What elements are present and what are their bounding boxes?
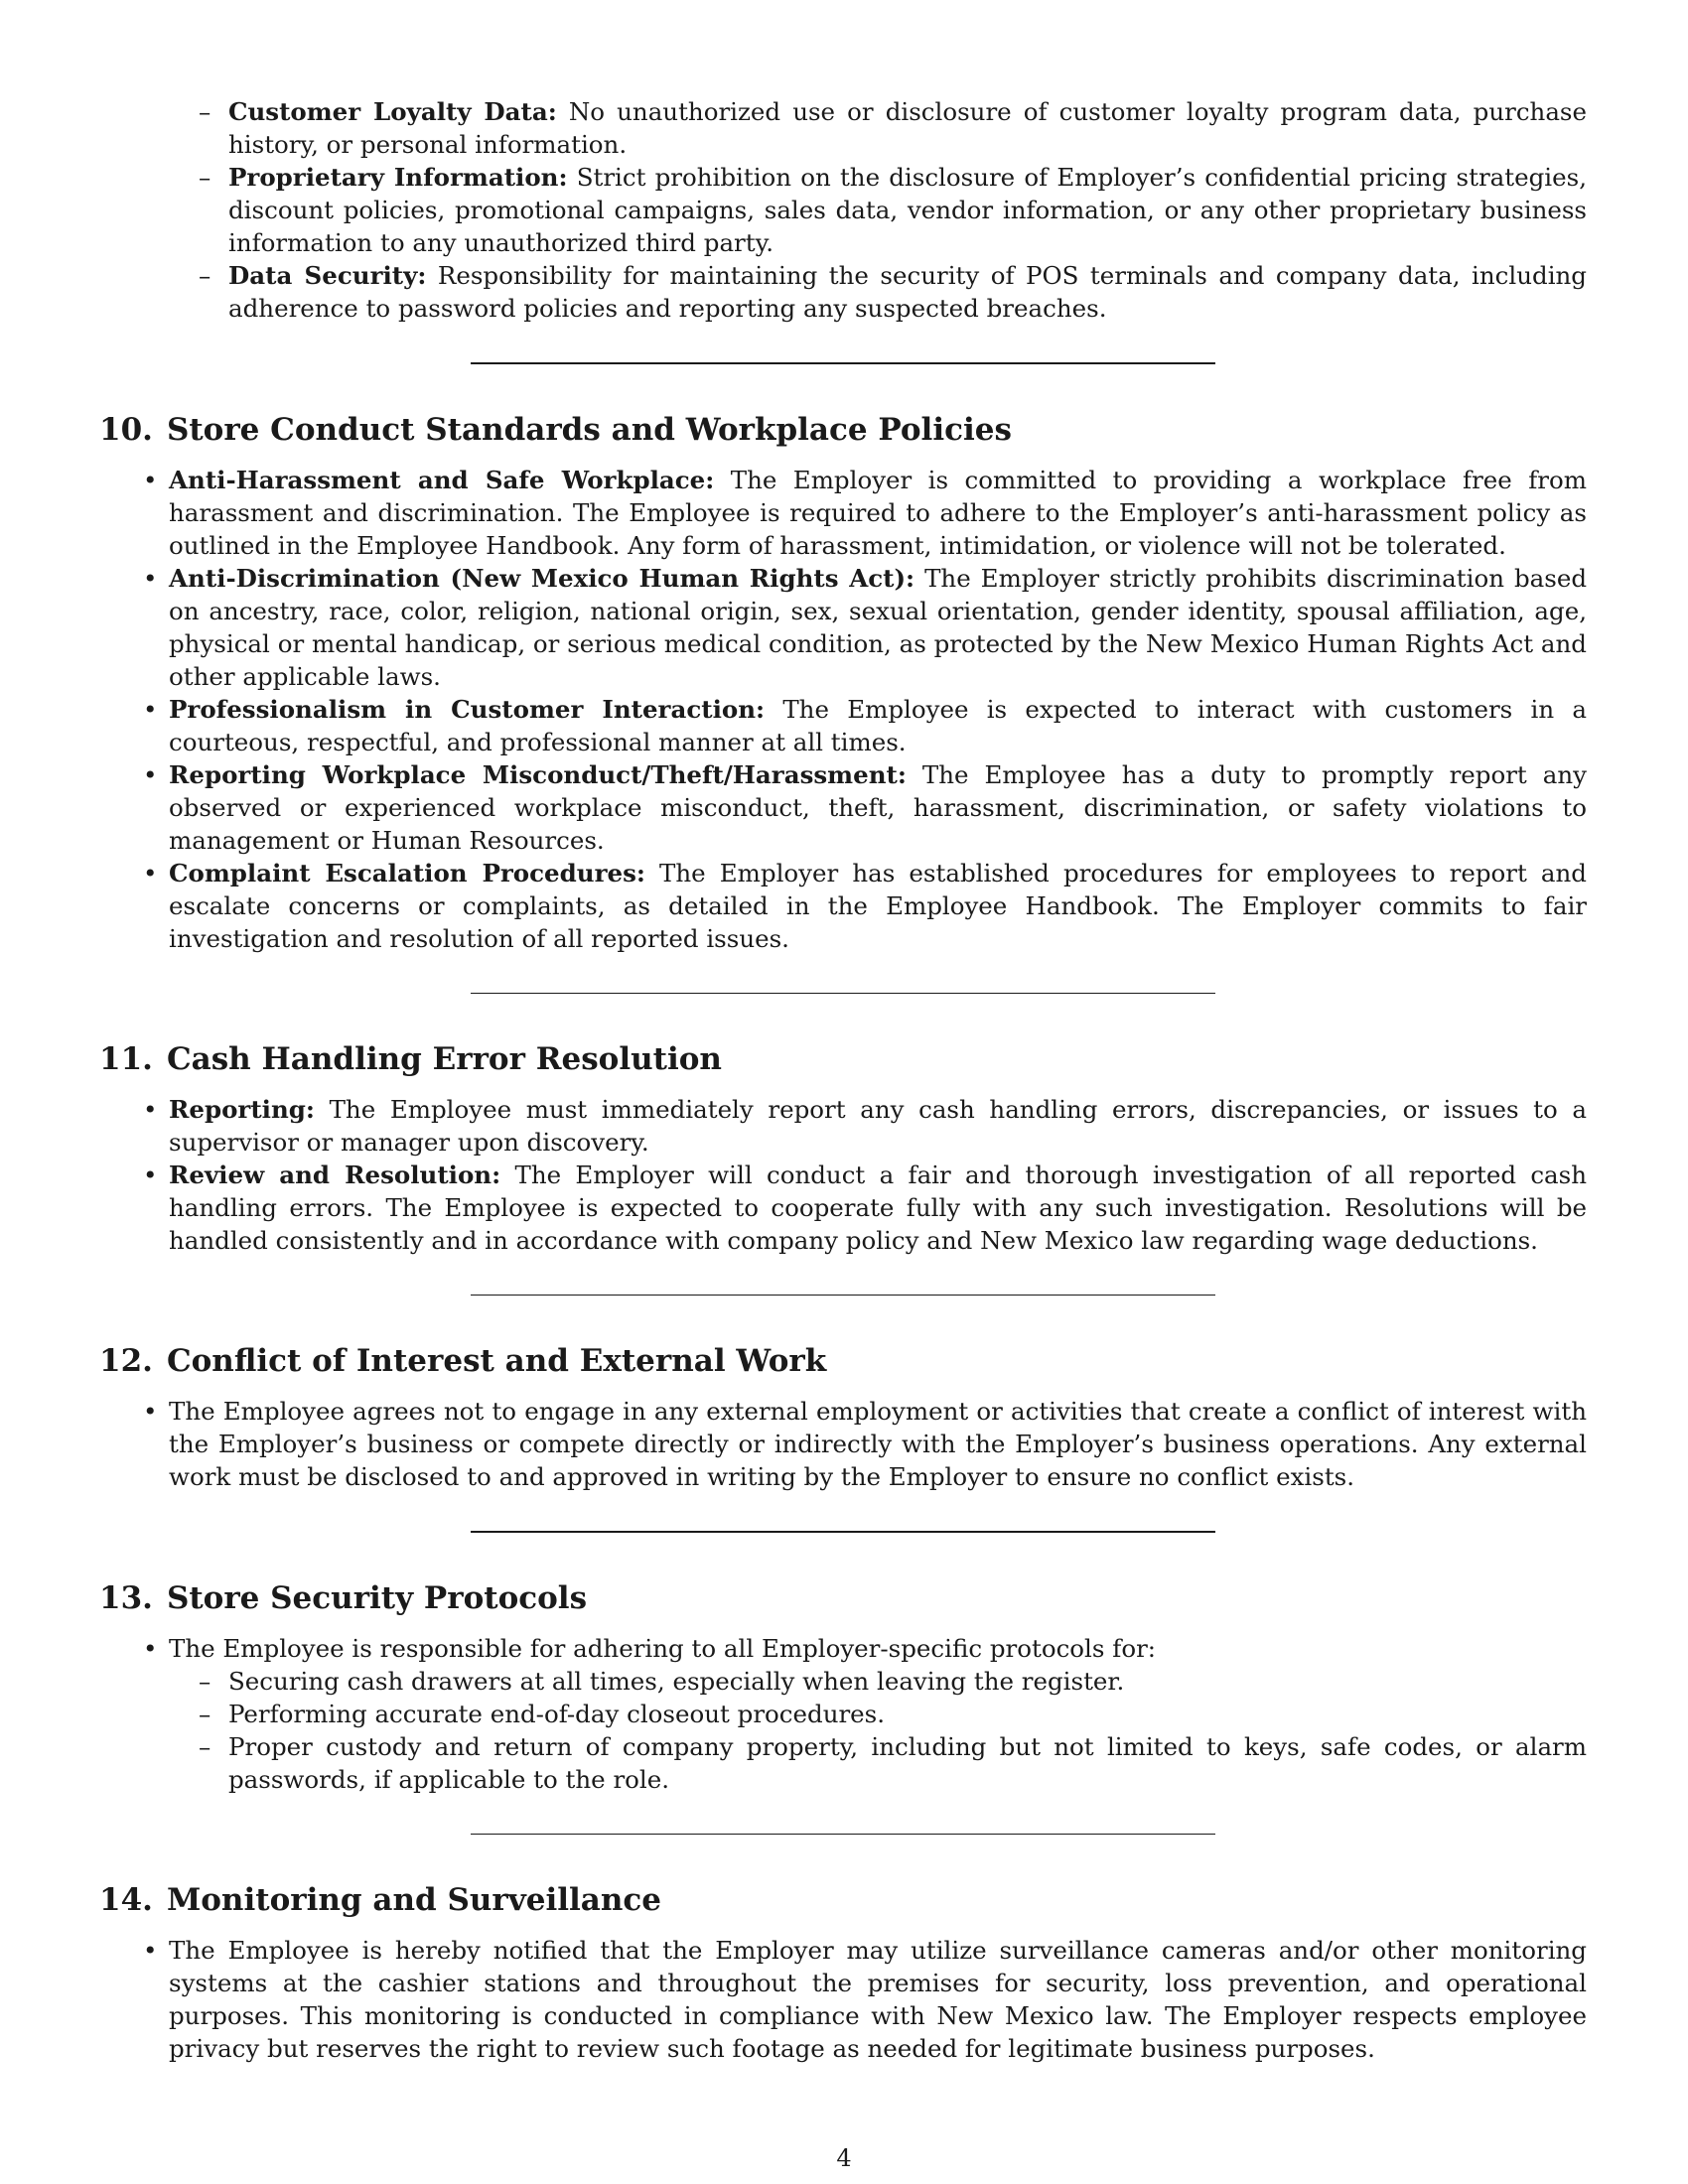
list-item: – Performing accurate end-of-day closeout procedures.: [199, 1698, 1587, 1730]
list-item: • Anti-Discrimination (New Mexico Human Rights Act): The Employer strictly prohibits discrimination based on ancestry, race, color, religion, national origin, sex, sexual orientation, gender identity, spousal affiliation, age, physical or mental handicap, or serious medical condition, as protected by the New Mexico Human Rights Act and other applicable laws.: [139, 562, 1587, 693]
list-item: • The Employee is hereby notified that the Employer may utilize surveillance cameras and/or other monitoring systems at the cashier stations and throughout the premises for security, loss prevention, and operational purposes. This monitoring is conducted in compliance with New Mexico law. The Employer respects employee privacy but reserves the right to review such footage as needed for legitimate business purposes.: [139, 1934, 1587, 2065]
section-divider: [471, 1531, 1215, 1533]
confidentiality-sublist: [199, 95, 1587, 325]
section-heading-14: 14. Monitoring and Surveillance: [99, 1882, 661, 1918]
section-10-list: [139, 464, 1587, 955]
section-heading-12: 12. Conflict of Interest and External Work: [99, 1343, 827, 1379]
list-item: • Professionalism in Customer Interaction: The Employee is expected to interact with customers in a courteous, respectful, and professional manner at all times.: [139, 693, 1587, 758]
section-14-list: [139, 1934, 1587, 2065]
list-item: – Proprietary Information: Strict prohibition on the disclosure of Employer’s confidential pricing strategies, discount policies, promotional campaigns, sales data, vendor information, or any other proprietary business information to any unauthorized third party.: [199, 161, 1587, 259]
section-divider: [471, 1295, 1215, 1296]
section-11-list: [139, 1093, 1587, 1257]
section-heading-11: 11. Cash Handling Error Resolution: [99, 1041, 722, 1077]
list-item: • Reporting: The Employee must immediately report any cash handling errors, discrepancies, or issues to a supervisor or manager upon discovery.: [139, 1093, 1587, 1159]
section-13-list: [139, 1632, 1587, 1796]
section-heading-10: 10. Store Conduct Standards and Workplace Policies: [99, 412, 1012, 448]
security-protocol-sublist: [199, 1665, 1587, 1796]
list-item: • Complaint Escalation Procedures: The Employer has established procedures for employees to report and escalate concerns or complaints, as detailed in the Employee Handbook. The Employer commits to fair investigation and resolution of all reported issues.: [139, 857, 1587, 955]
section-divider: [471, 1834, 1215, 1835]
section-divider: [471, 993, 1215, 994]
list-item: – Proper custody and return of company property, including but not limited to keys, safe codes, or alarm passwords, if applicable to the role.: [199, 1730, 1587, 1796]
list-item: • Review and Resolution: The Employer will conduct a fair and thorough investigation of all reported cash handling errors. The Employee is expected to cooperate fully with any such investigation. Resolutions will be handled consistently and in accordance with company policy and New Mexico law regarding wage deductions.: [139, 1159, 1587, 1257]
list-item: – Data Security: Responsibility for maintaining the security of POS terminals and company data, including adherence to password policies and reporting any suspected breaches.: [199, 259, 1587, 325]
list-item: – Securing cash drawers at all times, especially when leaving the register.: [199, 1665, 1587, 1698]
list-item: • The Employee is responsible for adhering to all Employer-specific protocols for: – Securing cash drawers at all times, especially when leaving the register. – Performing accurate end-of-day closeout procedures. – Proper custody and return of company property, including but not limited to keys, safe codes, or alarm passwords, if applicable to the role.: [139, 1632, 1587, 1796]
section-12-list: [139, 1395, 1587, 1493]
list-item: • Anti-Harassment and Safe Workplace: The Employer is committed to providing a workplace free from harassment and discrimination. The Employee is required to adhere to the Employer’s anti-harassment policy as outlined in the Employee Handbook. Any form of harassment, intimidation, or violence will not be tolerated.: [139, 464, 1587, 562]
list-item: • Reporting Workplace Misconduct/Theft/Harassment: The Employee has a duty to promptly report any observed or experienced workplace misconduct, theft, harassment, discrimination, or safety violations to management or Human Resources.: [139, 758, 1587, 857]
document-page: [99, 95, 1587, 2065]
list-item: – Customer Loyalty Data: No unauthorized use or disclosure of customer loyalty program data, purchase history, or personal information.: [199, 95, 1587, 161]
section-heading-13: 13. Store Security Protocols: [99, 1580, 588, 1616]
list-item: • The Employee agrees not to engage in any external employment or activities that create a conflict of interest with the Employer’s business or compete directly or indirectly with the Employer’s business operations. Any external work must be disclosed to and approved in writing by the Employer to ensure no conflict exists.: [139, 1395, 1587, 1493]
section-divider: [471, 362, 1215, 364]
page-number: 4: [836, 2144, 852, 2172]
